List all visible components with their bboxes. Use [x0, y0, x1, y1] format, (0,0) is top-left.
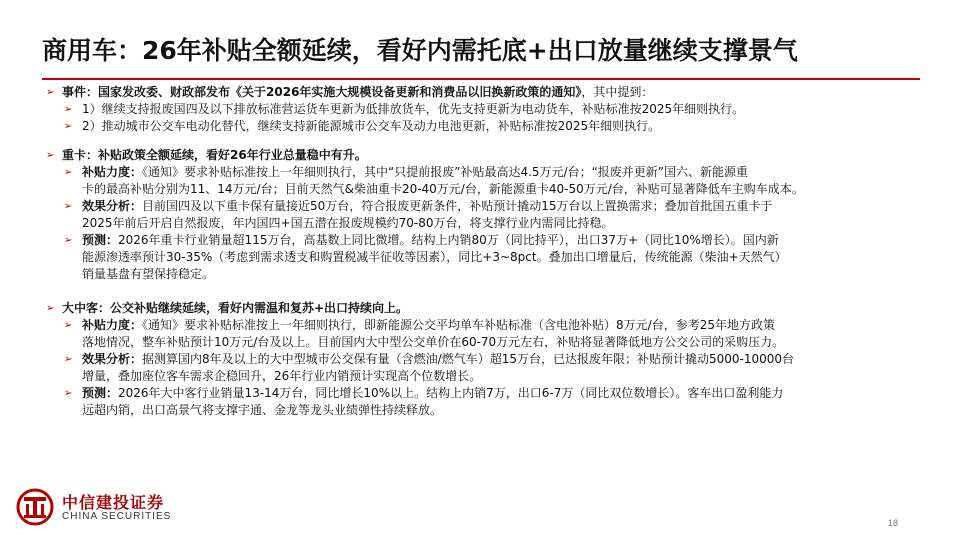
heavy-truck-subsidy — [46, 164, 926, 181]
logo-cn-text: 中信建投证券 — [62, 493, 165, 512]
company-logo — [16, 488, 216, 528]
bus-forecast-cont: 远超内销，出口高景气将支撑宇通、金龙等龙头业绩弹性持续释放。 — [82, 403, 443, 417]
heavy-truck-heading — [46, 147, 926, 164]
bullet-arrow-icon: ➢ — [46, 87, 55, 98]
forecast-label: 预测： — [82, 233, 119, 247]
event-bullet — [46, 84, 926, 101]
bus-effect-cont: 增量，叠加座位客车需求企稳回升，26年行业内销预计实现高个位数增长。 — [82, 369, 482, 383]
bus-forecast — [46, 385, 926, 402]
bus-subsidy-cont: 落地情况，整车补贴预计10万元/台及以上。目前国内大中型公交单价在60-70万元左右，补贴将显著降低地方公交公司的采购压力。 — [82, 335, 785, 349]
event-item-text: 1）继续支持报废国四及以下排放标准营运货车更新为低排放货车，优先支持更新为电动货车，补贴标准按2025年细则执行。 — [82, 102, 745, 116]
heavy-truck-effect-cont: 2025年前后开启自然报废，年内国四+国五潜在报废规模约70-80万台，将支撑行业内需同比持稳。 — [82, 216, 614, 230]
sub-bullet-arrow-icon: ➢ — [64, 388, 73, 399]
effect-label: 效果分析： — [82, 199, 143, 213]
forecast-text: 2026年重卡行业销量超115万台，高基数上同比微增。结构上内销80万（同比持平），出口37万+（同比10%增长）。国内新 — [118, 233, 779, 247]
bus-effect — [46, 351, 926, 368]
event-item-text: 2）推动城市公交车电动化替代，继续支持新能源城市公交车及动力电池更新，补贴标准按2025年细则执行。 — [82, 119, 661, 133]
slide-body — [46, 84, 926, 419]
sub-bullet-arrow-icon: ➢ — [64, 320, 73, 331]
forecast-text: 2026年大中客行业销量13-14万台，同比增长10%以上。结构上内销7万，出口6-7万（同比双位数增长）。客车出口盈利能力 — [118, 386, 784, 400]
sub-bullet-arrow-icon: ➢ — [64, 201, 73, 212]
heavy-truck-heading-text: 重卡：补贴政策全额延续，看好26年行业总量稳中有升。 — [62, 148, 367, 162]
subsidy-label: 补贴力度： — [82, 318, 143, 332]
bullet-arrow-icon: ➢ — [46, 303, 55, 314]
heavy-truck-forecast-cont: 销量基盘有望保持稳定。 — [82, 267, 215, 281]
sub-bullet-arrow-icon: ➢ — [64, 121, 73, 132]
page-number: 18 — [888, 518, 899, 528]
subsidy-text: 《通知》要求补贴标准按上一年细则执行，即新能源公交平均单车补贴标准（含电池补贴）8万元/台，参考25年地方政策 — [142, 318, 775, 332]
event-suffix: ，其中提到： — [581, 85, 654, 99]
effect-text: 据测算国内8年及以上的大中型城市公交保有量（含燃油/燃气车）超15万台，已达报废年限；补贴预计撬动5000-10000台 — [142, 352, 795, 366]
heavy-truck-forecast-cont: 能源渗透率预计30-35%（考虑到需求透支和购置税减半征收等因素），同比+3~8pct。叠加出口增量后，传统能源（柴油+天然气） — [82, 250, 787, 264]
heavy-truck-subsidy-cont: 卡的最高补贴分别为11、14万元/台；目前天然气&柴油重卡20-40万元/台，新能源重卡40-50万元/台，补贴可显著降低车主购车成本。 — [82, 182, 804, 196]
subsidy-text: 《通知》要求补贴标准按上一年细则执行，其中“只提前报废”补贴最高达4.5万元/台；“报废并更新”国六、新能源重 — [142, 165, 749, 179]
forecast-label: 预测： — [82, 386, 119, 400]
bullet-arrow-icon: ➢ — [46, 150, 55, 161]
event-label: 事件： — [62, 85, 99, 99]
sub-bullet-arrow-icon: ➢ — [64, 235, 73, 246]
bus-subsidy — [46, 317, 926, 334]
sub-bullet-arrow-icon: ➢ — [64, 167, 73, 178]
heavy-truck-forecast — [46, 232, 926, 249]
heavy-truck-effect — [46, 198, 926, 215]
bus-heading — [46, 300, 926, 317]
citic-logo-icon — [16, 488, 54, 526]
title-divider — [42, 78, 920, 80]
sub-bullet-arrow-icon: ➢ — [64, 104, 73, 115]
effect-label: 效果分析： — [82, 352, 143, 366]
event-text: 国家发改委、财政部发布《关于2026年实施大规模设备更新和消费品以旧换新政策的通知》 — [98, 85, 582, 99]
event-item — [46, 118, 926, 135]
logo-en-text: CHINA SECURITIES — [62, 511, 172, 522]
subsidy-label: 补贴力度： — [82, 165, 143, 179]
page-title: 商用车：26年补贴全额延续，看好内需托底+出口放量继续支撑景气 — [42, 36, 798, 65]
sub-bullet-arrow-icon: ➢ — [64, 354, 73, 365]
bus-heading-text: 大中客：公交补贴继续延续，看好内需温和复苏+出口持续向上。 — [62, 301, 409, 315]
event-item — [46, 101, 926, 118]
effect-text: 目前国四及以下重卡保有量接近50万台，符合报废更新条件，补贴预计撬动15万台以上置换需求；叠加首批国五重卡于 — [142, 199, 773, 213]
